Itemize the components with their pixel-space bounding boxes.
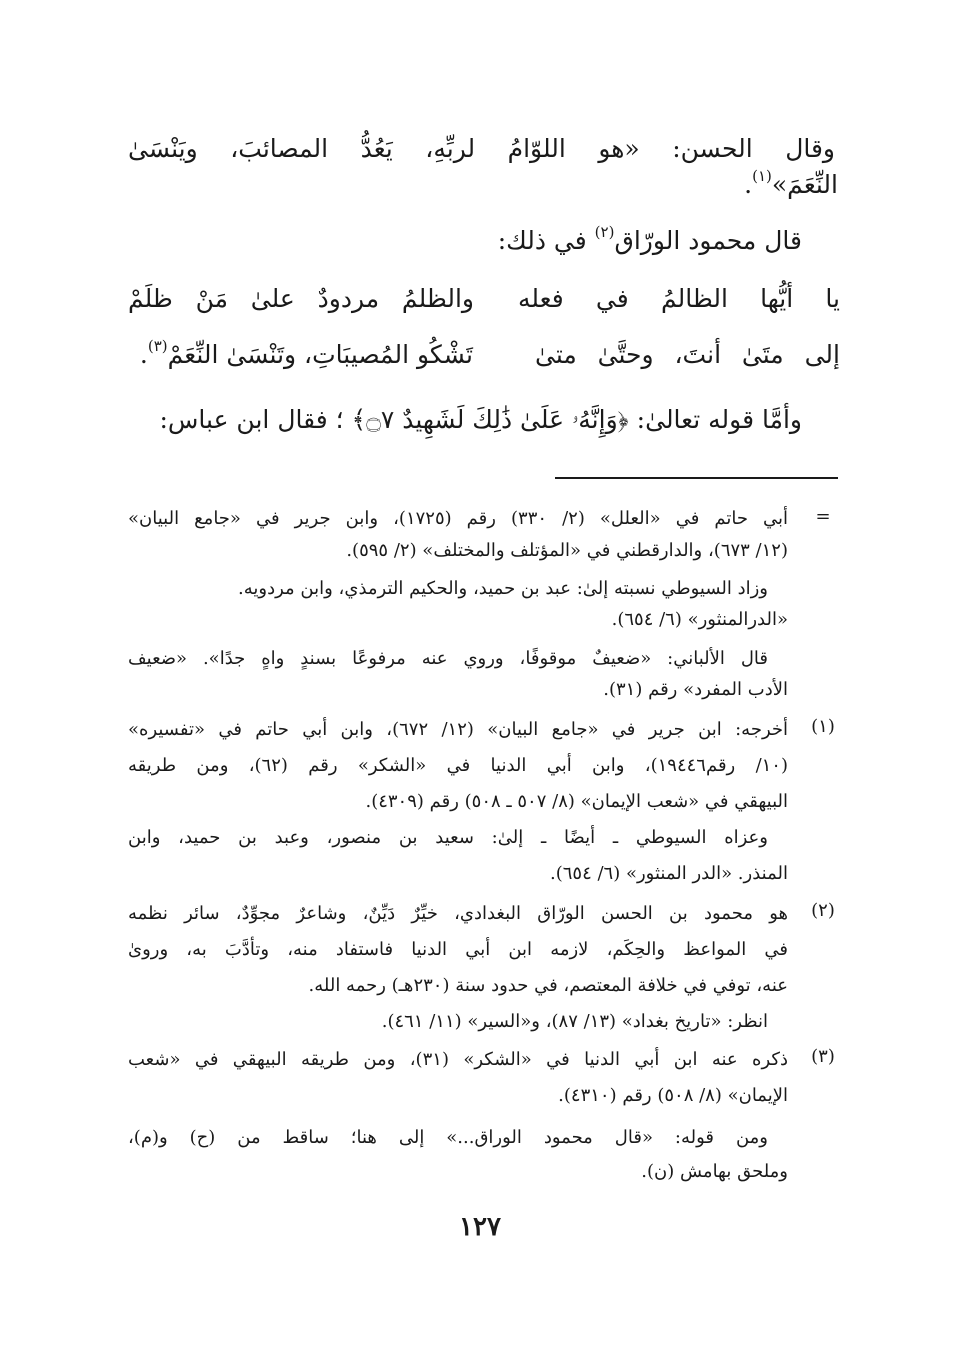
- paragraph-warraq: [497, 222, 802, 255]
- verse1-left-text: والظلمُ مردودٌ علىٰ مَنْ ظلَمْ: [128, 284, 474, 313]
- footnote-line: المنذر. «الدر المنثور» (٦/ ٦٥٤).: [549, 863, 788, 884]
- quran-verse: وأمَّا قوله تعالىٰ: ﴿وَإِنَّهُۥ عَلَىٰ ذَٰلِكَ لَشَهِيدٌ ۝٧﴾: [351, 405, 802, 434]
- verse2-right-text: إلى متَىٰ أنتَ، وحتَّىٰ متىٰ: [535, 340, 840, 369]
- paragraph-quran-post: ؛ فقال ابن عباس:: [159, 405, 344, 434]
- page-number: ١٢٧: [459, 1212, 501, 1242]
- footnote-line: وزاد السيوطي نسبته إلىٰ: عبد بن حميد، والحكيم الترمذي، وابن مردويه.: [238, 578, 768, 599]
- footnote-ref-2: (٢): [594, 222, 615, 241]
- footnote-line: هو محمود بن الحسن الورّاق البغدادي، خيِّرٌ دَيِّنٌ، وشاعرٌ مجوِّدٌ، سائر نظمه: [128, 903, 788, 924]
- footnote-line: ومن قوله: «قال محمود الوراق...» إلى هنا؛ ساقط من (ح) و(م)،: [128, 1127, 768, 1148]
- verse1-second-hemistich: [128, 284, 474, 313]
- period: .: [744, 170, 753, 199]
- paragraph-quran: [159, 405, 802, 435]
- paragraph-hasan-end: النِّعَمَ»: [771, 170, 838, 199]
- footnote-line: عنه، توفي في خلافة المعتصم، في حدود سنة (٢٣٠هـ) رحمه الله.: [308, 975, 788, 996]
- period: .: [139, 340, 148, 369]
- paragraph-hasan-text: وقال الحسن: «هو اللوّامُ لربِّهِ، يَعُدُّ المصائبَ، ويَنْسَىٰ: [128, 134, 835, 163]
- footnote-ref-1: (١): [752, 166, 772, 185]
- footnote-ref-3: (٣): [147, 336, 168, 355]
- footnote-line: انظر: «تاريخ بغداد» (١٣/ ٨٧)، و«السير» (١١/ ٤٦١).: [381, 1011, 768, 1032]
- footnote-line: البيهقي في «شعب الإيمان» (٨/ ٥٠٧ ـ ٥٠٨) رقم (٤٣٠٩).: [365, 791, 788, 812]
- footnote-line: (١٠/ رقم١٩٤٤٦)، وابن أبي الدنيا في «الشكر» رقم (٦٢)، ومن طريقه: [128, 755, 789, 776]
- paragraph-hasan-line2: [744, 166, 838, 199]
- footnote-line: وملحق بهامش (ن).: [641, 1161, 788, 1182]
- footnote-line: في المواعظ والحِكَم، لازمه ابن أبي الدنيا فاستفاد منه، وتأدَّبَ به، وروىٰ: [128, 939, 788, 960]
- footnote-line: أبي حاتم في «العلل» (٢/ ٣٣٠) رقم (١٧٢٥)، وابن جرير في «جامع البيان»: [128, 508, 789, 529]
- verse2-left-text: تَشْكُو المُصيبَاتِ، وتَنْسَىٰ النِّعَمْ: [167, 340, 473, 369]
- footnote-line: أخرجه: ابن جرير في «جامع البيان» (١٢/ ٦٧٢)، وابن أبي حاتم في «تفسيره»: [128, 719, 789, 740]
- verse1-right-text: يا أيُّها الظالمُ في فعله: [518, 284, 840, 313]
- footnote-line: «الدرالمنثور» (٦/ ٦٥٤).: [611, 609, 788, 630]
- verse2-first-hemistich: [535, 340, 840, 369]
- verse2-second-hemistich: [128, 336, 473, 369]
- paragraph-warraq-pre: قال محمود الورّاق: [614, 226, 802, 255]
- paragraph-hasan-line1: [128, 134, 835, 163]
- footnote-continuation-mark: =: [815, 506, 831, 527]
- footnote-separator: [555, 477, 838, 479]
- footnote-line: الأدب المفرد» رقم (٣١).: [603, 679, 788, 700]
- footnote-line: (١٢/ ٦٧٣)، والدارقطني في «المؤتلف والمختلف» (٢/ ٥٩٥).: [346, 540, 788, 561]
- footnote-line: الإيمان» (٨/ ٥٠٨) رقم (٤٣١٠).: [558, 1085, 788, 1106]
- footnote-line: ذكره عنه ابن أبي الدنيا في «الشكر» (٣١)، ومن طريقه البيهقي في «شعب: [128, 1049, 788, 1070]
- paragraph-warraq-post: في ذلك:: [497, 226, 587, 255]
- footnote-line: قال الألباني: «ضعيفٌ موقوفًا، وروي عنه مرفوعًا بسندٍ واهٍ جدًا». «ضعيف: [128, 648, 768, 669]
- verse1-first-hemistich: [518, 284, 840, 313]
- footnote-number-3: (٣): [811, 1046, 835, 1067]
- footnote-number-2: (٢): [811, 900, 835, 921]
- footnote-number-1: (١): [811, 716, 835, 737]
- footnote-line: وعزاه السيوطي ـ أيضًا ـ إلىٰ: سعيد بن منصور، وعبد بن حميد، وابن: [128, 827, 768, 848]
